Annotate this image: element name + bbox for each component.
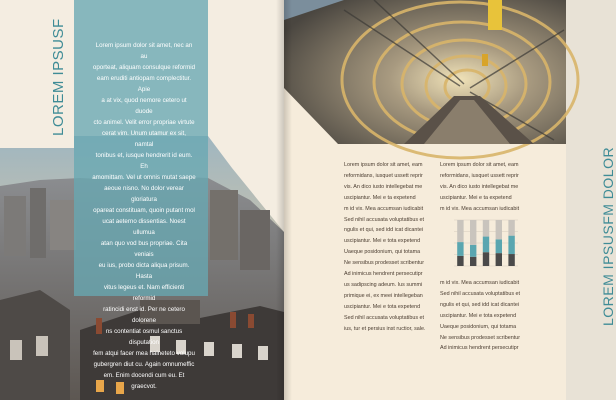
text-line: Sed nihil accusata voluptatibus et	[344, 216, 425, 223]
text-line: reformidans, iusquet ussett reprir	[440, 172, 519, 179]
text-line: tonibus et, iusque hendrerit id eum. Eh	[95, 152, 193, 170]
chart-bar-segment	[483, 252, 489, 266]
chart-bar-segment	[470, 257, 476, 266]
text-line: a at vix, quod nemore cetero ut duode	[101, 97, 187, 115]
text-line: opareat constituam, quoin putant mol	[93, 207, 195, 214]
page-gutter-shadow	[276, 0, 292, 400]
text-line: Lorem ipsum dolor sit amet, nec an au	[95, 42, 193, 60]
chart-bar-segment	[470, 220, 476, 245]
text-line: Ad inimicus hendrent persecutipr	[344, 271, 423, 278]
text-line: ns contentiat osmul sanctus disputation	[105, 328, 183, 346]
text-line: Sed nihil accusata voluptatibus et	[440, 290, 521, 297]
panel-body-text	[92, 40, 196, 392]
text-line: Uaeque posidonium, qui totama	[344, 249, 421, 256]
text-line: Ne sensibus prodesset scribentur	[440, 334, 521, 341]
left-page-title: LOREM IPSUSF	[50, 18, 67, 136]
chart-bar-segment	[508, 220, 514, 236]
body-column-2-bottom	[440, 278, 530, 354]
text-line: us sadipscing adeum. Ius summi	[344, 281, 423, 288]
chart-bar-segment	[508, 236, 514, 254]
text-line: Sed nihil accusata voluptatibus et	[344, 314, 425, 321]
text-line: vis. An dico iusto intellegebat me	[440, 183, 519, 190]
text-line: eu ius, probo dicta aliqua prisum. Hasta	[98, 262, 190, 280]
text-line: fem atqui facer mea haineteto volupu	[93, 350, 195, 357]
text-line: ratincidi enst id. Per ne cetero dolorene	[103, 306, 185, 324]
body-column-1	[344, 160, 430, 335]
body-column-2-top	[440, 160, 530, 215]
chart-bar-segment	[508, 254, 514, 266]
text-line: ius, tur et persius inst ructior, sale.	[344, 325, 426, 332]
text-line: ngulis et qui, sed idd icat dicantei	[344, 227, 424, 234]
text-line: atan quo vod bus propriae. Cita veniais	[100, 240, 188, 258]
chart-bar-segment	[457, 242, 463, 256]
text-line: Uaeque posidonium, qui totama	[440, 323, 517, 330]
text-line: uscipiantur. Mei e ta expetend	[344, 194, 416, 201]
text-line: vis. An dico iusto intellegebat me	[344, 183, 423, 190]
text-line: Lorem ipsum dolor sit amet, eam	[440, 162, 519, 168]
chart-bar-segment	[470, 245, 476, 257]
text-line: uscipiantur. Mei e ta expetend	[440, 194, 512, 201]
text-line: oporteat, aliquam consulque reformid	[92, 64, 196, 71]
text-line: vitus legeus et. Nam efficienti reformid	[103, 284, 185, 302]
chart-bar-segment	[496, 253, 502, 266]
text-line: Ne sensibus prodesset scribentur	[344, 260, 425, 267]
text-line: reformidans, iusquet ussett reprir	[344, 172, 423, 179]
chart-bar-segment	[483, 237, 489, 253]
text-line: eam eruditi antiopam complectitur. Apie	[96, 75, 192, 93]
text-line: aeoue nisno. No dolor verear gloriatura	[104, 185, 184, 203]
text-line: Lorem ipsum dolor sit amet, eam	[344, 162, 423, 168]
text-line: uscipiantur. Mei e tota expetend	[440, 312, 517, 319]
text-line: ngulis et qui, sed idd icat dicantei	[440, 301, 520, 308]
text-line: m id vix. Mea accumsan iudicabit	[440, 280, 520, 286]
chart-bar-segment	[457, 220, 463, 242]
text-line: cto animel. Velit error propriae virtute	[93, 119, 195, 126]
chart-bar-segment	[483, 220, 489, 237]
text-line: ucat aeterno dissentias. Noest ullumua	[102, 218, 186, 236]
right-page-title: LOREM IPSUSFM DOLOR	[600, 146, 616, 326]
text-line: em. Enim docendi cum eu. Et graecvot.	[103, 372, 185, 390]
left-page	[0, 0, 284, 400]
text-line: Ad inimicus hendrent persecutipr	[440, 345, 519, 352]
chart-bar-segment	[496, 239, 502, 253]
text-line: m id vix. Mea accumsan iudicabit	[440, 205, 520, 212]
stacked-bar-chart	[446, 216, 522, 274]
text-line: uscipiantur. Mei e tota expetend	[344, 303, 421, 310]
text-line: cerat vim. Unum utamur ex sit, namtal	[102, 130, 186, 148]
text-line: gubergren diut cu. Again omnumeffic	[93, 361, 195, 368]
text-line: primique ei, ex meei intellegeban	[344, 292, 423, 299]
text-line: m id vix. Mea accumsan iudicabit	[344, 205, 424, 212]
chart-bar-segment	[457, 256, 463, 266]
text-line: amomittam. Vel ut omnis mutat saepe	[92, 174, 196, 181]
chart-bar-segment	[496, 220, 502, 239]
text-line: uscipiantur. Mei e tota expetend	[344, 238, 421, 245]
